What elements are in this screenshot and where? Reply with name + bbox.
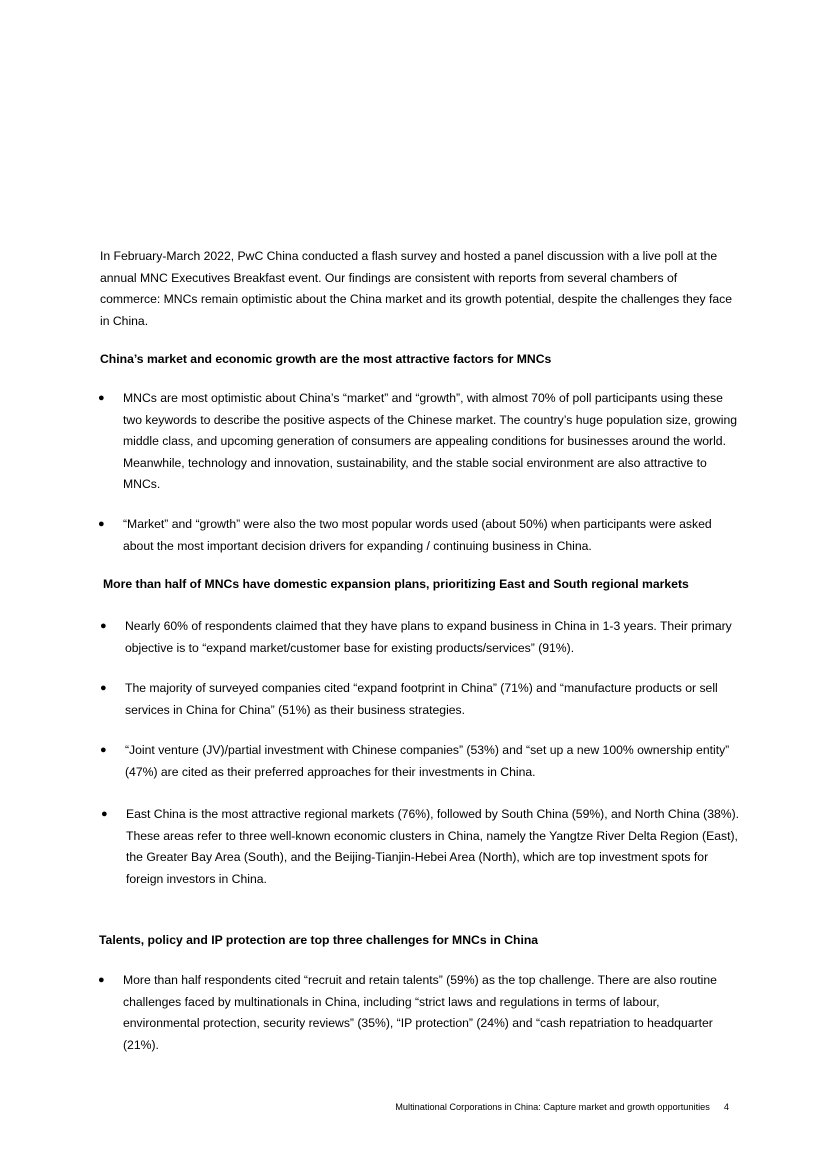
list-item (100, 678, 740, 721)
bullet-icon: ● (100, 682, 107, 694)
bullet-icon: ● (100, 744, 107, 756)
intro-paragraph: In February-March 2022, PwC China conducted a flash survey and hosted a panel discussion with a live poll at the annual MNC Executives Breakfast event. Our findings are consistent with reports from several chambers of commerce: MNCs remain optimistic about the China market and its growth potential, despite the challenges they face in China. (100, 249, 733, 328)
section-heading-challenges: Talents, policy and IP protection are top three challenges for MNCs in China (99, 933, 539, 947)
list-item-text: More than half respondents cited “recruit and retain talents” (59%) as the top challenge. There are also routine challenges faced by multinationals in China, including “strict laws and regulations in terms of labour, environmental protection, security reviews” (35%), “IP protection” (24%) and “cash repatriation to headquarter (21%). (123, 973, 717, 1052)
page-number: 4 (723, 1102, 729, 1112)
list-item-text: MNCs are most optimistic about China’s “market” and “growth”, with almost 70% of poll participants using these two keywords to describe the positive aspects of the Chinese market. The country’s huge population size, growing middle class, and upcoming generation of consumers are appealing conditions for businesses around the world. Meanwhile, technology and innovation, sustainability, and the stable social environment are also attractive to MNCs. (123, 391, 737, 492)
list-item (98, 514, 738, 557)
bullet-icon: ● (98, 518, 105, 530)
list-item (98, 970, 738, 1056)
list-item-text: “Joint venture (JV)/partial investment with Chinese companies” (53%) and “set up a new 100% ownership entity” (47%) are cited as their preferred approaches for their investments in China. (125, 743, 730, 779)
list-item (98, 388, 738, 496)
bullet-icon: ● (101, 808, 108, 820)
list-item-text: Nearly 60% of respondents claimed that they have plans to expand business in China in 1-3 years. Their primary objective is to “expand market/customer base for existing products/services” (91%). (125, 619, 732, 655)
bullet-icon: ● (98, 974, 105, 986)
bullet-icon: ● (98, 392, 105, 404)
list-item-text: East China is the most attractive regional markets (76%), followed by South China (59%), and North China (38%). These areas refer to three well-known economic clusters in China, namely the Yangtze River Delta Region (East), the Greater Bay Area (South), and the Beijing-Tianjin-Hebei Area (North), which are top investment spots for foreign investors in China. (126, 807, 740, 886)
footer-title: Multinational Corporations in China: Capture market and growth opportunities (395, 1102, 710, 1112)
page-footer (395, 1101, 729, 1113)
section-heading-market-growth: China’s market and economic growth are the most attractive factors for MNCs (100, 352, 552, 366)
list-item-text: “Market” and “growth” were also the two most popular words used (about 50%) when participants were asked about the most important decision drivers for expanding / continuing business in China. (123, 517, 712, 553)
list-item-text: The majority of surveyed companies cited “expand footprint in China” (71%) and “manufacture products or sell services in China for China” (51%) as their business strategies. (125, 681, 718, 717)
list-item (100, 740, 740, 783)
section-heading-expansion-plans: More than half of MNCs have domestic expansion plans, prioritizing East and South regional markets (103, 577, 689, 591)
list-item (101, 804, 741, 890)
list-item (100, 616, 740, 659)
bullet-icon: ● (100, 620, 107, 632)
